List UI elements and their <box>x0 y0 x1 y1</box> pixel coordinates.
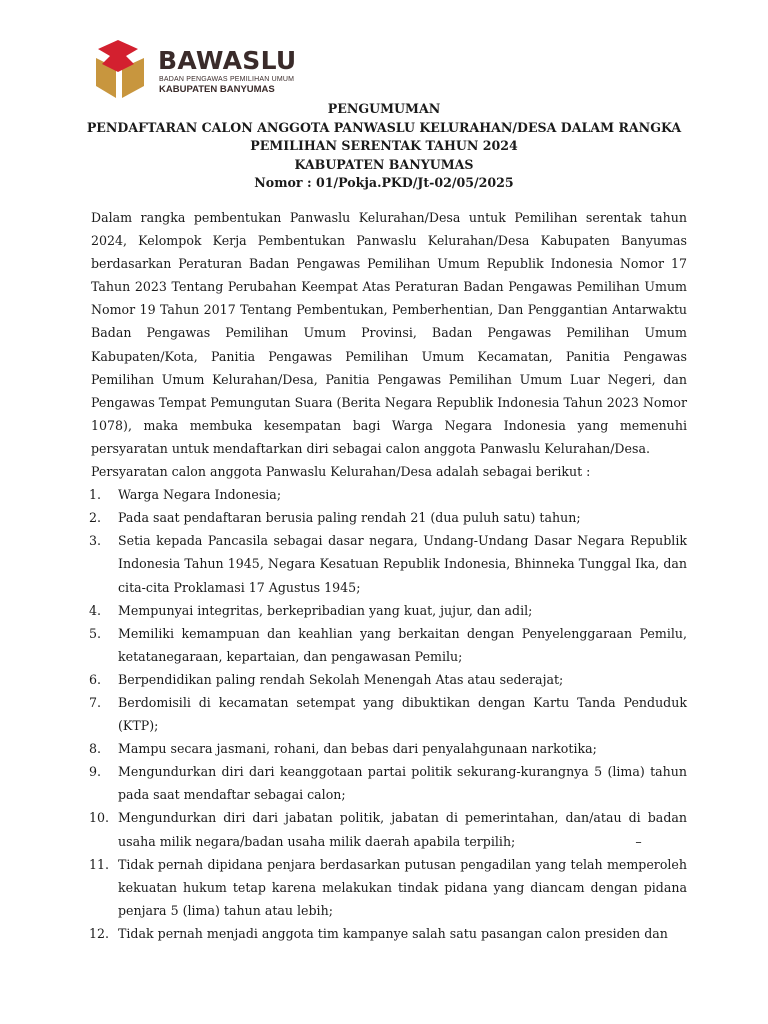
brand-region: KABUPATEN BANYUMAS <box>159 84 275 95</box>
list-item-text: Warga Negara Indonesia; <box>118 487 282 503</box>
heading-line-1: PENGUMUMAN <box>327 101 441 116</box>
bawaslu-emblem-icon <box>88 40 150 100</box>
list-item-text: Berpendidikan paling rendah Sekolah Menengah Atas atau sederajat; <box>118 671 564 687</box>
heading-line-2: PENDAFTARAN CALON ANGGOTA PANWASLU KELURAHAN/DESA DALAM RANGKA <box>86 119 682 135</box>
list-item-text: Mengundurkan diri dari keanggotaan partai politik sekurang-kurangnya 5 (lima) tahun pada saat mendaftar sebagai calon; <box>118 764 687 803</box>
list-item <box>91 529 687 598</box>
announcement-heading <box>60 100 708 193</box>
list-item-number: 5. <box>89 625 102 641</box>
list-item-number: 8. <box>89 741 102 757</box>
list-item-number: 2. <box>89 510 102 526</box>
list-item-text: Tidak pernah menjadi anggota tim kampanye salah satu pasangan calon presiden dan <box>118 925 668 941</box>
requirements-list <box>89 483 692 945</box>
list-item-number: 3. <box>89 533 102 549</box>
list-item <box>91 599 687 622</box>
list-item <box>91 922 687 945</box>
list-item-text: Mempunyai integritas, berkepribadian yang kuat, jujur, dan adil; <box>118 602 533 618</box>
requirements-intro: Persyaratan calon anggota Panwaslu Kelurahan/Desa adalah sebagai berikut : <box>91 464 591 480</box>
list-item-text: Tidak pernah dipidana penjara berdasarkan putusan pengadilan yang telah memperoleh kekuatan hukum tetap karena melakukan tindak pidana yang diancam dengan pidana penjara 5 (lima) tahun atau lebih; <box>118 856 687 918</box>
list-item-number: 11. <box>89 856 110 872</box>
list-item <box>91 506 687 529</box>
document-number: Nomor : 01/Pokja.PKD/Jt-02/05/2025 <box>254 175 514 190</box>
list-item-text: Berdomisili di kecamatan setempat yang dibuktikan dengan Kartu Tanda Penduduk (KTP); <box>118 694 687 734</box>
list-item <box>91 668 687 691</box>
list-item-number: 6. <box>89 671 102 687</box>
list-item-text: Setia kepada Pancasila sebagai dasar negara, Undang-Undang Dasar Negara Republik Indonesia Tahun 1945, Negara Kesatuan Republik Indonesia, Bhinneka Tunggal Ika, dan cita-cita Proklamasi 17 Agustus 1945; <box>118 533 687 595</box>
list-item <box>91 622 687 668</box>
document-body <box>89 206 692 945</box>
list-item-number: 9. <box>89 764 102 780</box>
bawaslu-logo <box>88 38 303 104</box>
list-item <box>91 483 687 506</box>
list-item-number: 10. <box>89 810 110 826</box>
list-item-number: 1. <box>89 487 102 503</box>
list-item <box>89 806 692 852</box>
list-item-number: 4. <box>89 602 102 618</box>
brand-subtitle: BADAN PENGAWAS PEMILIHAN UMUM <box>159 76 295 83</box>
heading-line-3: PEMILIHAN SERENTAK TAHUN 2024 <box>250 138 518 153</box>
opening-paragraph: Dalam rangka pembentukan Panwaslu Kelurahan/Desa untuk Pemilihan serentak tahun 2024, Kelompok Kerja Pembentukan Panwaslu Kelurahan/Desa Kabupaten Banyumas berdasarkan Peraturan Badan Pengawas Pemilihan Umum Republik Indonesia Nomor 17 Tahun 2023 Tentang Perubahan Keempat Atas Peraturan Badan Pengawas Pemilihan Umum Nomor 19 Tahun 2017 Tentang Pembentukan, Pemberhentian, Dan Penggantian Antarwaktu Badan Pengawas Pemilihan Umum Provinsi, Badan Pengawas Pemilihan Umum Kabupaten/Kota, Panitia Pengawas Pemilihan Umum Kecamatan, Panitia Pengawas Pemilihan Umum Kelurahan/Desa, Panitia Pengawas Pemilihan Umum Luar Negeri, dan Pengawas Tempat Pemungutan Suara (Berita Negara Republik Indonesia Tahun 2023 Nomor 1078), maka membuka kesempatan bagi Warga Negara Indonesia yang memenuhi persyaratan untuk mendaftarkan diri sebagai calon anggota Panwaslu Kelurahan/Desa. <box>91 210 687 456</box>
list-item-text: Pada saat pendaftaran berusia paling rendah 21 (dua puluh satu) tahun; <box>118 510 581 526</box>
list-item <box>91 853 687 922</box>
list-item <box>91 737 687 760</box>
list-item <box>91 760 687 806</box>
list-item-number: 7. <box>89 694 102 710</box>
heading-line-4: KABUPATEN BANYUMAS <box>294 156 474 172</box>
brand-name: BAWASLU <box>158 46 297 75</box>
list-item-text: Memiliki kemampuan dan keahlian yang berkaitan dengan Penyelenggaraan Pemilu, ketatanegaraan, kepartaian, dan pengawasan Pemilu; <box>118 625 687 664</box>
list-item <box>91 691 687 737</box>
list-item-number: 12. <box>89 925 110 941</box>
list-item-text: Mengundurkan diri dari jabatan politik, jabatan di pemerintahan, dan/atau di badan usaha milik negara/badan usaha milik daerah apabila terpilih; – <box>118 810 692 849</box>
list-item-text: Mampu secara jasmani, rohani, dan bebas dari penyalahgunaan narkotika; <box>118 741 597 757</box>
